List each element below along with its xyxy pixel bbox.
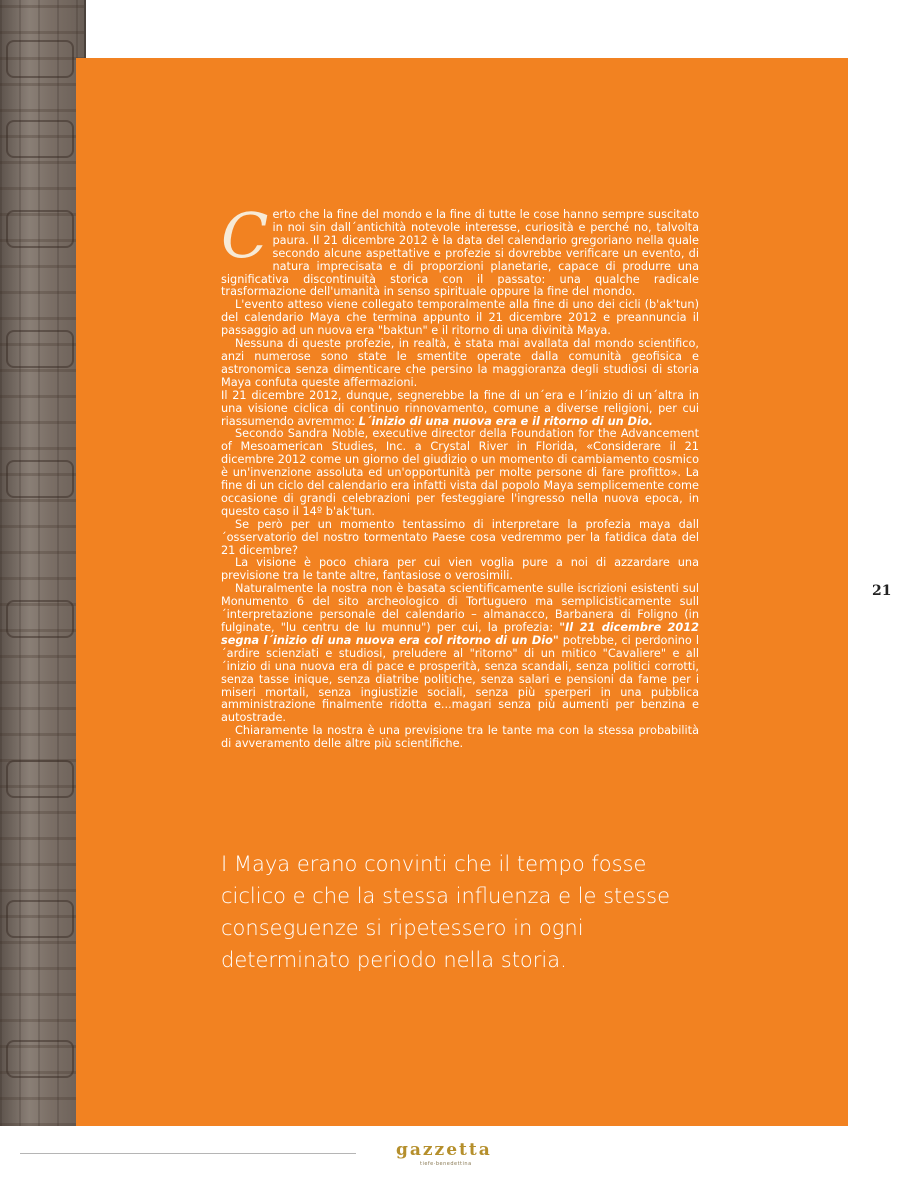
emphasis-text: L´inizio di una nuova era e il ritorno di un Dio.: [358, 414, 653, 428]
pull-quote: I Maya erano convinti che il tempo fosse ciclico e che la stessa influenza e le stesse conseguenze si ripetessero in ogni determinato periodo nella storia.: [221, 852, 671, 972]
glyph-carving: [6, 1040, 74, 1078]
article-paragraph: Nessuna di queste profezie, in realtà, è stata mai avallata dal mondo scientifico, anzi numerose sono state le smentite operate dalla comunità geofisica e astronomica senza dimenticare che persino la maggioranza degli studiosi di storia Maya confuta queste affermazioni.: [221, 337, 699, 389]
article-body: [221, 199, 699, 751]
glyph-carving: [6, 900, 74, 938]
glyph-carving: [6, 40, 74, 78]
article-paragraph: L'evento atteso viene collegato temporalmente alla fine di uno dei cicli (b'ak'tun) del calendario Maya che termina appunto il 21 dicembre 2012 e preannuncia il passaggio ad un nuova era "baktun" e il ritorno di una divinità Maya.: [221, 298, 699, 338]
drop-cap: C: [221, 199, 269, 272]
footer-divider: [20, 1153, 356, 1154]
article-paragraph: Secondo Sandra Noble, executive director della Foundation for the Advancement of Mesoamerican Studies, Inc. a Crystal River in Florida, «Considerare il 21 dicembre 2012 come un giorno del giudizio o un momento di cambiamento cosmico è un'invenzione assoluta ed un'opportunità per molte persone di fare profitto». La fine di un ciclo del calendario era infatti vista dal popolo Maya semplicemente come occasione di grandi celebrazioni per festeggiare l'ingresso nella nuova epoca, in questo caso il 14º b'ak'tun.: [221, 427, 699, 518]
glyph-carving: [6, 600, 74, 638]
maya-stele-image: [0, 0, 86, 1126]
glyph-carving: [6, 330, 74, 368]
article-paragraph: Chiaramente la nostra è una previsione tra le tante ma con la stessa probabilità di avveramento delle altre più scientifiche.: [221, 724, 699, 751]
article-paragraph: Certo che la fine del mondo e la fine di tutte le cose hanno sempre suscitato in noi sin dall´antichità notevole interesse, curiosità e perché no, talvolta paura. Il 21 dicembre 2012 è la data del calendario gregoriano nella quale secondo alcune aspettative e profezie si dovrebbe verificare un evento, di natura imprecisata e di proporzioni planetarie, capace di produrre una significativa discontinuità storica con il passato: una qualche radicale trasformazione dell'umanità in senso spirituale oppure la fine del mondo.: [221, 199, 699, 299]
page-number: 21: [872, 583, 892, 599]
article-paragraph: La visione è poco chiara per cui vien voglia pure a noi di azzardare una previsione tra le tante altre, fantasiose o verosimili.: [221, 556, 699, 583]
article-paragraph: Il 21 dicembre 2012, dunque, segnerebbe la fine di un´era e l´inizio di un´altra in una visione ciclica di continuo rinnovamento, comune a diverse religioni, per cui riassumendo avremmo: L´inizio di una nuova era e il ritorno di un Dio.: [221, 388, 699, 428]
glyph-carving: [6, 760, 74, 798]
glyph-carving: [6, 460, 74, 498]
glyph-carving: [6, 210, 74, 248]
glyph-carving: [6, 120, 74, 158]
article-paragraph: Naturalmente la nostra non è basata scientificamente sulle iscrizioni esistenti sul Monumento 6 del sito archeologico di Tortuguero ma semplicisticamente sull´interpretazione personale del calendario – almanacco, Barbanera di Foligno (in fulginate, "lu centru de lu munnu") per cui, la profezia: "Il 21 dicembre 2012 segna l´inizio di una nuova era col ritorno di un Dio" potrebbe, ci perdonino l´ardire scienziati e studiosi, preludere al "ritorno" di un mitico "Cavaliere" e all´inizio di una nuova era di pace e prosperità, senza scandali, senza politici corrotti, senza tasse inique, senza diatribe politiche, senza salari e pensioni da fame per i miseri mortali, senza ingiustizie sociali, senza più sperperi in una pubblica amministrazione finalmente ridotta e...magari senza più aumenti per benzina e autostrade.: [221, 582, 699, 725]
emphasis-text: "Il 21 dicembre 2012 segna l´inizio di una nuova era col ritorno di un Dio": [221, 621, 699, 647]
gazzetta-logo-subtitle: tiefe·benedettina: [420, 1161, 472, 1167]
gazzetta-logo: gazzetta: [396, 1140, 492, 1160]
article-paragraph: Se però per un momento tentassimo di interpretare la profezia maya dall´osservatorio del nostro tormentato Paese cosa vedremmo per la fatidica data del 21 dicembre?: [221, 517, 699, 557]
